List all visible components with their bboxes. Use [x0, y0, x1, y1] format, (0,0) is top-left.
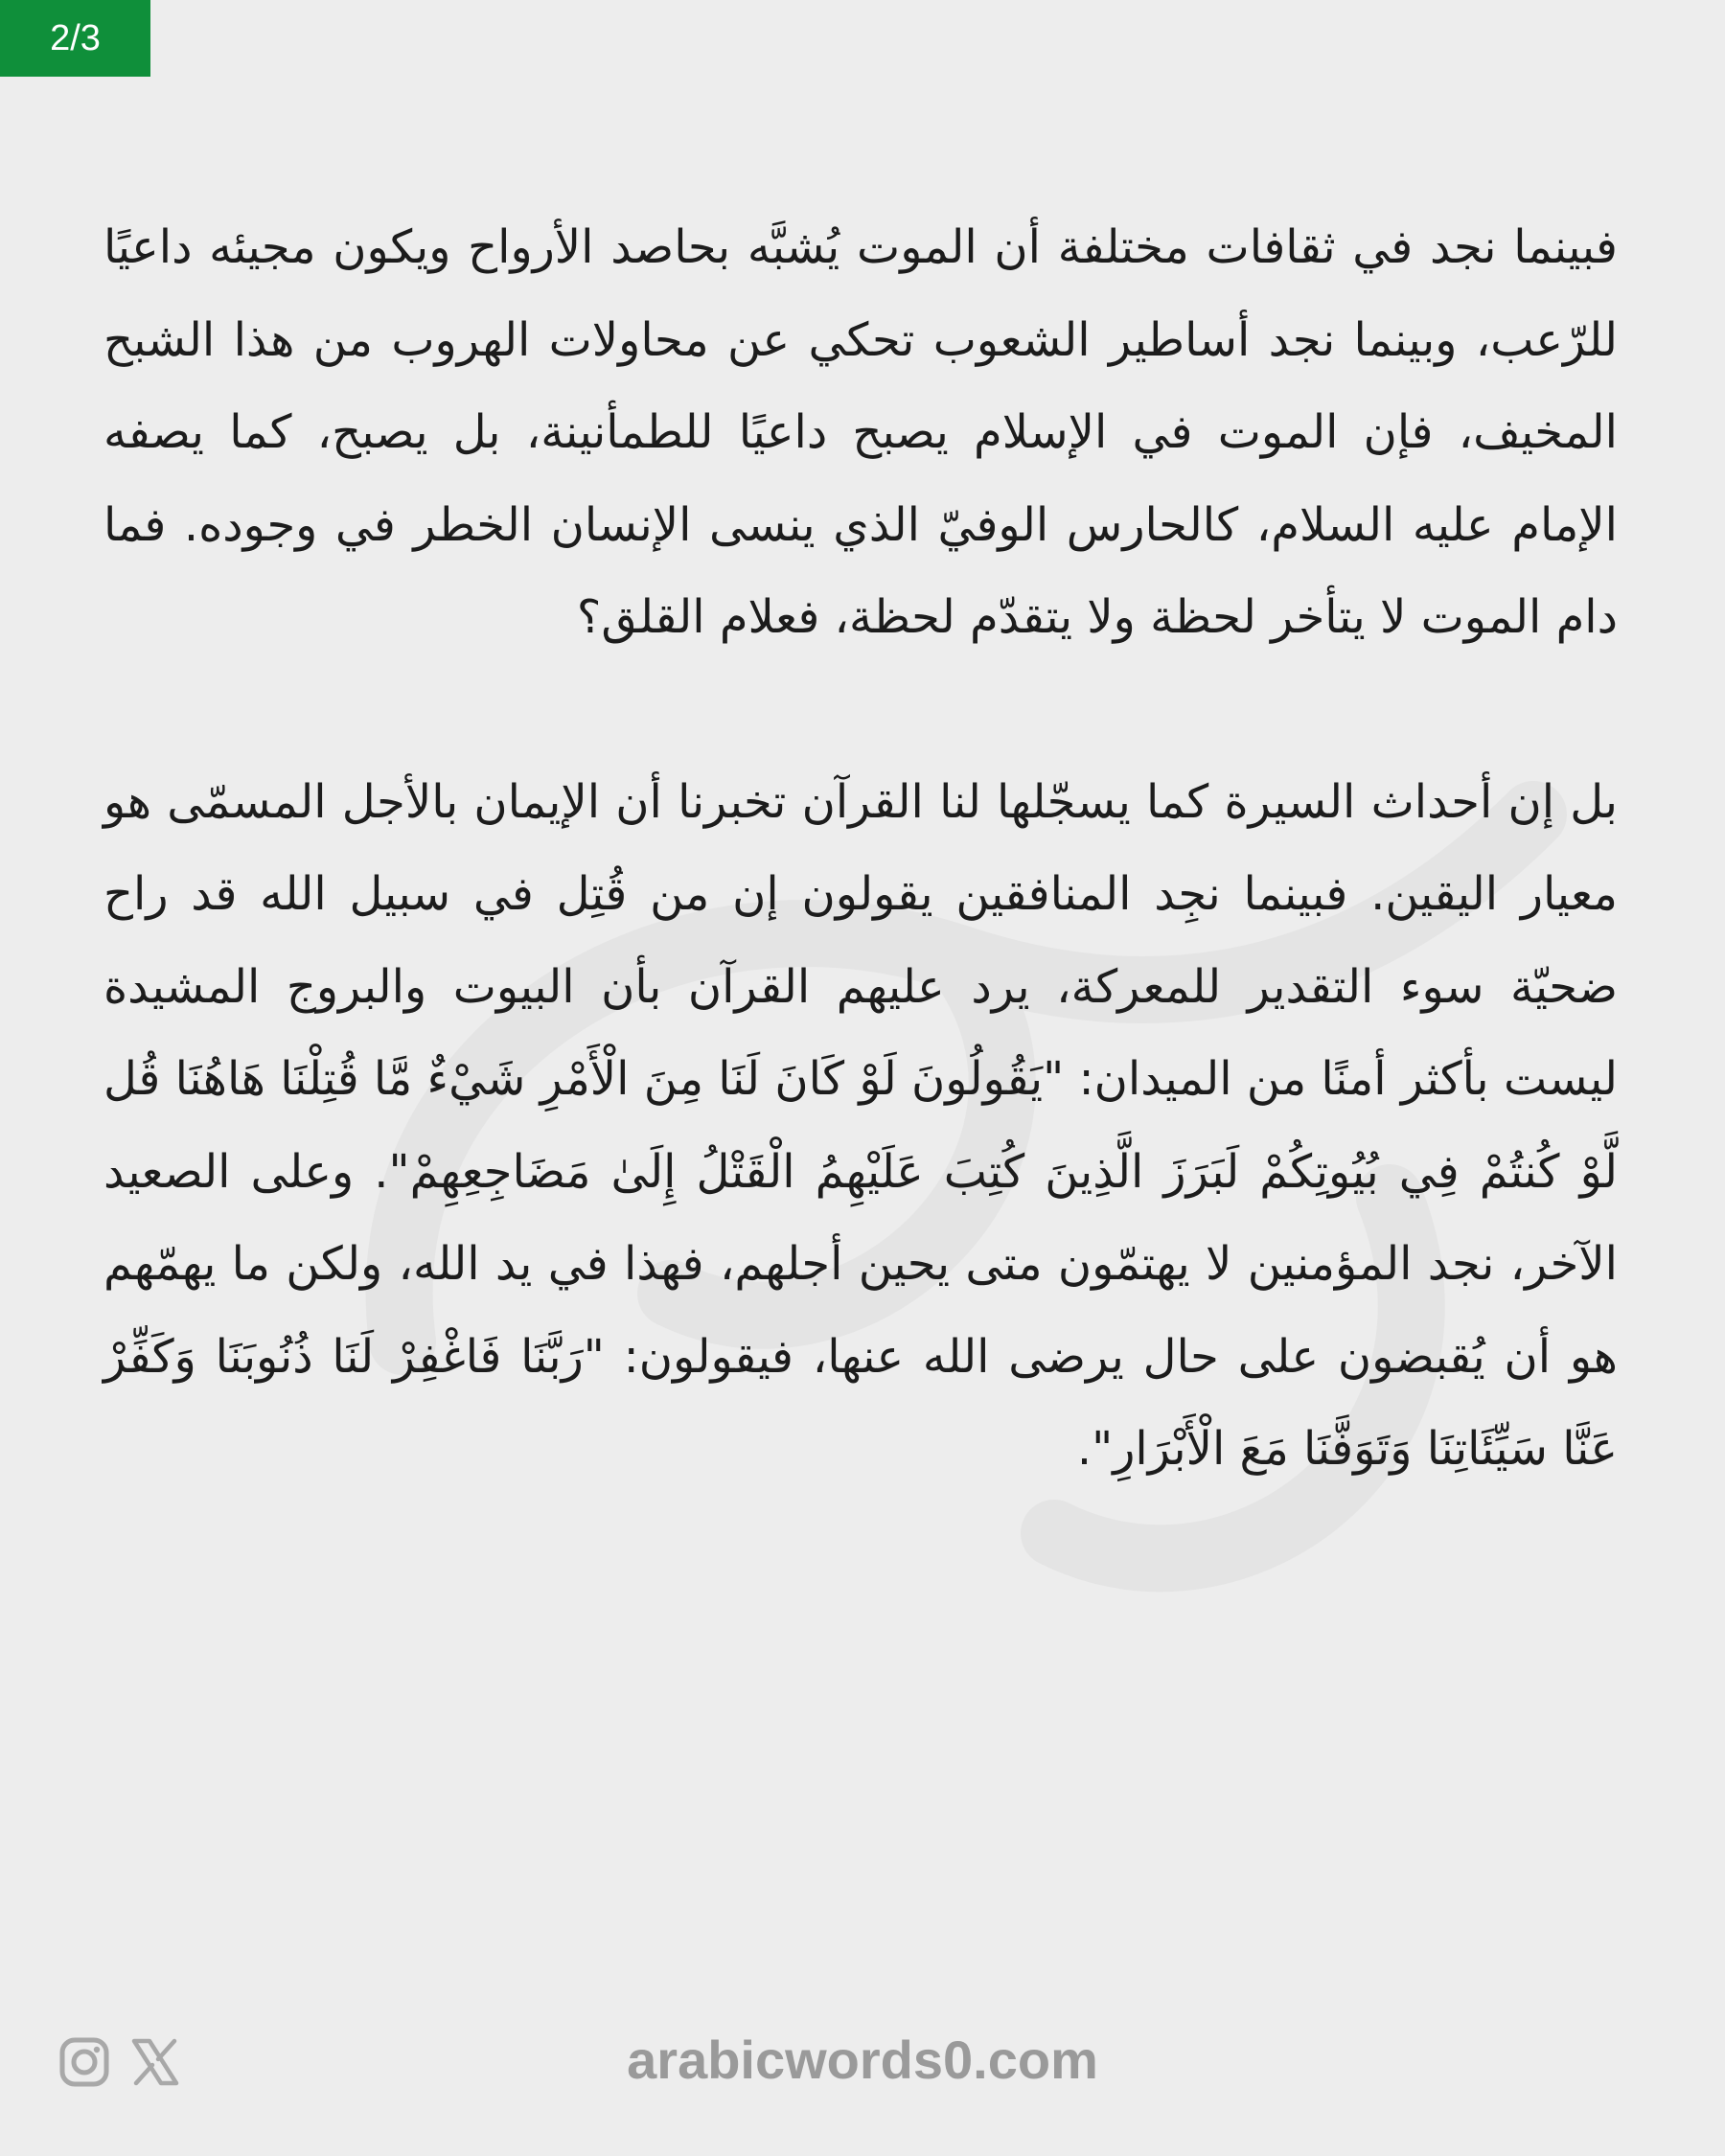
page-indicator: 2/3: [0, 0, 150, 77]
article-body: [104, 201, 1618, 1496]
paragraph: بل إن أحداث السيرة كما يسجّلها لنا القرآن تخبرنا أن الإيمان بالأجل المسمّى هو معيار اليقين. فبينما نجِد المنافقين يقولون إن من قُتِل في سبيل الله قد راح ضحيّة سوء التقدير للمعركة، يرد عليهم القرآن بأن البيوت والبروج المشيدة ليست بأكثر أمنًا من الميدان: "يَقُولُونَ لَوْ كَانَ لَنَا مِنَ الْأَمْرِ شَيْءٌ مَّا قُتِلْنَا هَاهُنَا قُل لَّوْ كُنتُمْ فِي بُيُوتِكُمْ لَبَرَزَ الَّذِينَ كُتِبَ عَلَيْهِمُ الْقَتْلُ إِلَىٰ مَضَاجِعِهِمْ". وعلى الصعيد الآخر، نجد المؤمنين لا يهتمّون متى يحين أجلهم، فهذا في يد الله، ولكن ما يهمّهم هو أن يُقبضون على حال يرضى الله عنها، فيقولون: "رَبَّنَا فَاغْفِرْ لَنَا ذُنُوبَنَا وَكَفِّرْ عَنَّا سَيِّئَاتِنَا وَتَوَفَّنَا مَعَ الْأَبْرَارِ".: [104, 774, 1618, 1476]
website-url[interactable]: arabicwords0.com: [627, 2030, 1098, 2090]
footer: [0, 2022, 1725, 2099]
paragraph: فبينما نجد في ثقافات مختلفة أن الموت يُشبَّه بحاصد الأرواح ويكون مجيئه داعيًا للرّعب، وبينما نجد أساطير الشعوب تحكي عن محاولات الهروب من هذا الشبح المخيف، فإن الموت في الإسلام يصبح داعيًا للطمأنينة، بل يصبح، كما يصفه الإمام عليه السلام، كالحارس الوفيّ الذي ينسى الإنسان الخطر في وجوده. فما دام الموت لا يتأخر لحظة ولا يتقدّم لحظة، فعلام القلق؟: [104, 220, 1618, 644]
